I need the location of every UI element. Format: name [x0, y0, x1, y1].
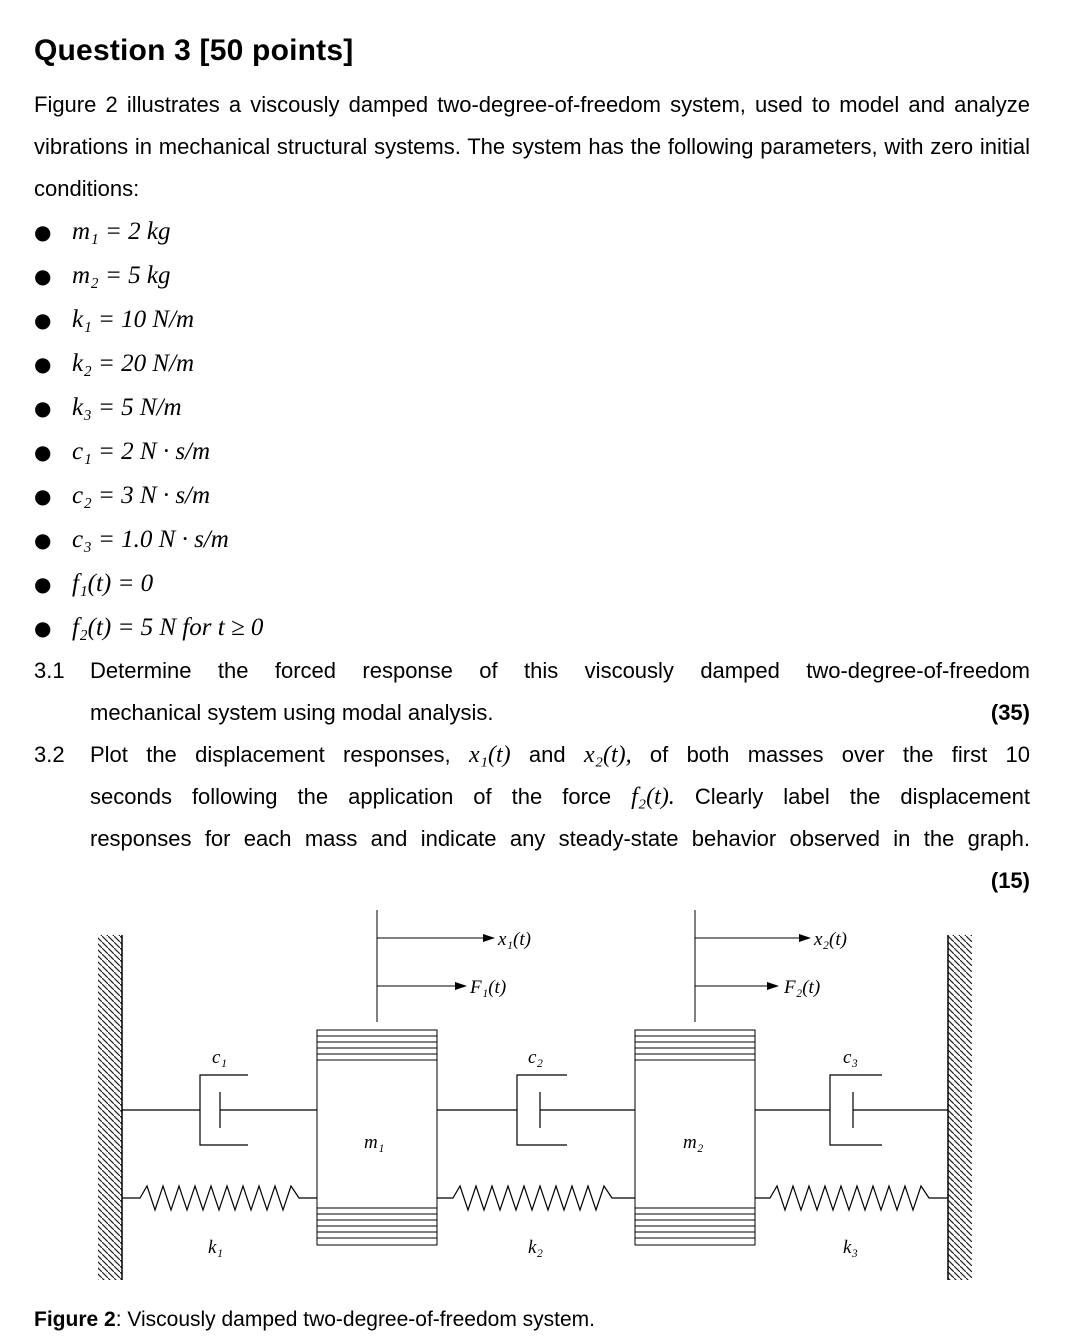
param-f2: f₂(t) = 5 N for t ≥ 0: [72, 614, 264, 641]
list-item: [34, 562, 263, 606]
sub-question-line: [90, 776, 1030, 818]
sub-question-line: mechanical system using modal analysis.: [90, 700, 494, 725]
damper-c3: [755, 1075, 948, 1145]
points-label: (35): [990, 700, 1030, 725]
bullet-icon: ●: [34, 220, 52, 244]
label-k3: k₃: [843, 1237, 859, 1258]
figure-2-diagram: [0, 900, 1080, 1300]
bullet-icon: ●: [34, 572, 52, 596]
list-item: [34, 606, 263, 650]
figure-caption-text: : Viscously damped two-degree-of-freedom system.: [115, 1308, 596, 1331]
displacement-arrows-m2: [695, 910, 810, 1022]
right-wall: [948, 935, 972, 1280]
list-item: [34, 210, 263, 254]
text-span: Plot the displacement responses,: [90, 742, 451, 767]
spring-k2: [437, 1186, 635, 1210]
eq-x1: x₁(t): [468, 742, 511, 768]
text-span: and: [528, 742, 566, 767]
figure-caption: [34, 1308, 595, 1332]
bullet-icon: ●: [34, 352, 52, 376]
points-row: [90, 860, 1030, 902]
param-k2: k₂ = 20 N/m: [72, 350, 195, 377]
sub-question-number: 3.2: [34, 742, 65, 767]
sub-question-body: [90, 734, 1030, 902]
displacement-arrows-m1: [377, 910, 494, 1022]
label-k2: k₂: [528, 1237, 544, 1258]
label-F1: F₁(t): [470, 977, 507, 998]
left-wall: [98, 935, 122, 1280]
sub-question-line: Determine the forced response of this viscously damped two-degree-of-freedom: [90, 658, 1030, 683]
param-c3: c₃ = 1.0 N · s/m: [72, 526, 229, 553]
figure-caption-label: Figure 2: [34, 1308, 116, 1331]
label-m1: m₁: [364, 1132, 385, 1153]
label-c3: c₃: [843, 1047, 859, 1068]
param-k1: k₁ = 10 N/m: [72, 306, 195, 333]
bullet-icon: ●: [34, 264, 52, 288]
points-label: (15): [990, 868, 1030, 893]
question-title: Question 3 [50 points]: [34, 34, 354, 67]
parameter-list: [34, 210, 263, 650]
sub-question-line: responses for each mass and indicate any steady-state behavior observed in the graph.: [90, 826, 1030, 851]
list-item: [34, 254, 263, 298]
label-m2: m₂: [683, 1132, 704, 1153]
bullet-icon: ●: [34, 528, 52, 552]
list-item: [34, 474, 263, 518]
param-c1: c₁ = 2 N · s/m: [72, 438, 211, 465]
spring-k1: [122, 1186, 317, 1210]
sub-question-last-line: [90, 692, 1030, 734]
list-item: [34, 430, 263, 474]
spring-k3: [755, 1186, 948, 1210]
label-F2: F₂(t): [784, 977, 821, 998]
bullet-icon: ●: [34, 484, 52, 508]
bullet-icon: ●: [34, 616, 52, 640]
label-x2: x₂(t): [814, 929, 847, 950]
param-c2: c₂ = 3 N · s/m: [72, 482, 211, 509]
list-item: [34, 342, 263, 386]
sub-question-body: [90, 650, 1030, 734]
param-k3: k₃ = 5 N/m: [72, 394, 182, 421]
param-m1: m₁ = 2 kg: [72, 218, 171, 245]
text-span: of both masses over the first 10: [649, 742, 1030, 767]
eq-f2: f₂(t).: [631, 784, 675, 810]
label-k1: k₁: [208, 1237, 224, 1258]
param-m2: m₂ = 5 kg: [72, 262, 171, 289]
damper-c2: [437, 1075, 635, 1145]
list-item: [34, 298, 263, 342]
bullet-icon: ●: [34, 308, 52, 332]
sub-question-line: [90, 734, 1030, 776]
label-x1: x₁(t): [498, 929, 531, 950]
question-intro: Figure 2 illustrates a viscously damped two-degree-of-freedom system, used to model and analyze vibrations in mechanical structural systems. The system has the following parameters, with zero initial conditions:: [34, 92, 1030, 201]
param-f1: f₁(t) = 0: [72, 570, 154, 597]
label-c1: c₁: [212, 1047, 228, 1068]
bullet-icon: ●: [34, 396, 52, 420]
list-item: [34, 386, 263, 430]
bullet-icon: ●: [34, 440, 52, 464]
text-span: Clearly label the displacement: [694, 784, 1030, 809]
eq-x2: x₂(t),: [583, 742, 632, 768]
damper-c1: [122, 1075, 317, 1145]
label-c2: c₂: [528, 1047, 544, 1068]
text-span: seconds following the application of the force: [90, 784, 612, 809]
list-item: [34, 518, 263, 562]
sub-question-number: 3.1: [34, 658, 65, 683]
